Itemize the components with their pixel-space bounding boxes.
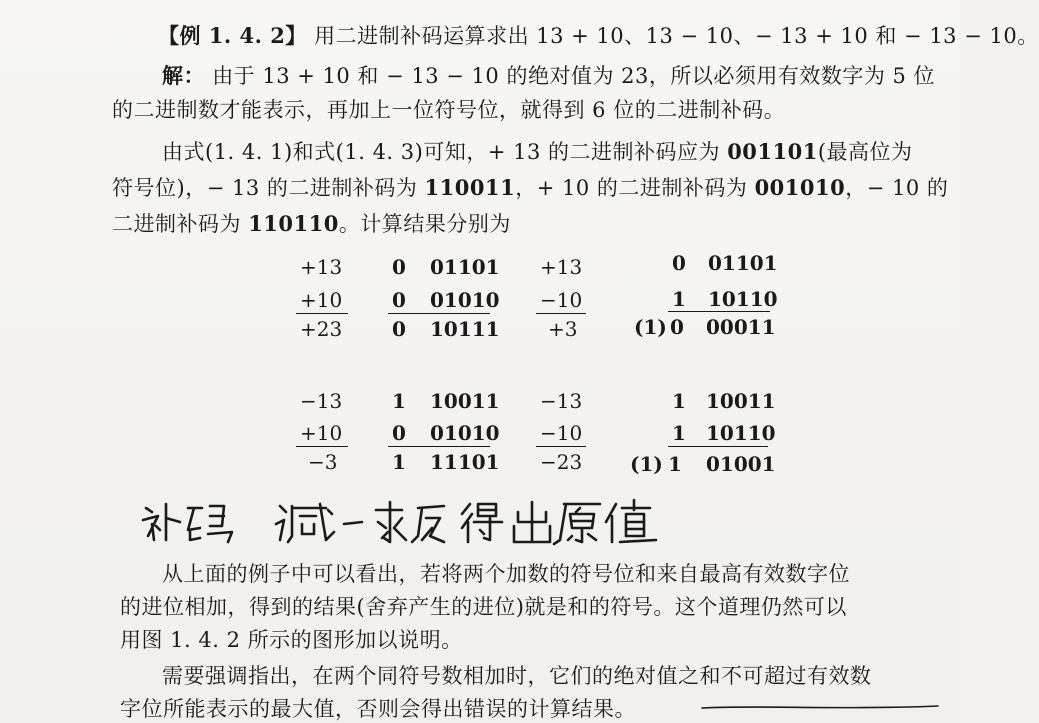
example-label: 【例 1. 4. 2】 [158, 23, 307, 48]
calc-2-sign: 0 [670, 315, 684, 339]
para1-line-3 [112, 210, 511, 238]
para1-text: ，+ 10 的二进制补码为 [515, 176, 755, 200]
calc-2-decimal: +13 [540, 255, 583, 279]
para2-text: 从上面的例子中可以看出，若将两个加数的符号位和来自最高有效数字位 [162, 562, 850, 586]
calc-2-carry: (1) [634, 315, 667, 339]
solution-text-1: 由于 13 + 10 和 − 13 − 10 的绝对值为 23，所以必须用有效数字为 5 位 [212, 64, 936, 88]
sum-rule [536, 446, 586, 447]
code-neg13: 110011 [424, 175, 516, 200]
calc-3-bits: 01010 [430, 421, 500, 445]
calc-1-decimal: +23 [300, 317, 343, 341]
calc-2-sign: 0 [672, 251, 686, 275]
calc-1-bits: 10111 [430, 317, 500, 341]
calc-2-bits: 10110 [708, 287, 778, 311]
code-neg10: 110110 [248, 211, 339, 236]
para1-text: 符号位)，− 13 的二进制补码为 [112, 176, 425, 200]
calc-3-sign: 0 [392, 421, 406, 445]
calc-1-sign: 0 [392, 255, 406, 279]
para1-line-1 [162, 138, 913, 166]
handwritten-note [140, 496, 660, 546]
para2-text: 的进位相加，得到的结果(舍弃产生的进位)就是和的符号。这个道理仍然可以 [120, 595, 847, 619]
sum-rule [296, 313, 348, 314]
sum-rule [296, 446, 348, 447]
calc-1-sign: 0 [392, 317, 406, 341]
calc-3-bits: 10011 [430, 389, 500, 413]
calc-4-bits: 01001 [706, 452, 776, 476]
solution-label: 解： [162, 63, 205, 88]
calc-4-sign: 1 [672, 389, 686, 413]
calc-4-sign: 1 [672, 421, 686, 445]
calc-2-decimal: +3 [548, 317, 578, 341]
para3-text: 字位所能表示的最大值，否则会得出错误的计算结果。 [120, 697, 636, 721]
calc-4-bits: 10110 [706, 421, 776, 445]
calc-2-bits: 01101 [708, 251, 778, 275]
example-line [158, 22, 1039, 50]
solution-line-1 [162, 62, 935, 90]
para2-line-3 [120, 626, 463, 654]
calc-1-bits: 01101 [430, 255, 500, 279]
sum-rule [536, 313, 586, 314]
para2-line-1 [162, 560, 850, 588]
calc-4-carry: (1) [630, 452, 663, 476]
calc-3-sign: 1 [392, 389, 406, 413]
calc-1-decimal: +10 [300, 288, 343, 312]
calc-1-sign: 0 [392, 288, 406, 312]
calc-3-bits: 11101 [430, 450, 500, 474]
sum-rule [388, 313, 490, 314]
calc-2-sign: 1 [672, 287, 686, 311]
sum-rule [668, 446, 768, 447]
para1-line-2 [112, 174, 948, 202]
calc-3-decimal: +10 [300, 421, 343, 445]
code-pos13: 001101 [727, 139, 818, 164]
para3-text: 需要强调指出，在两个同符号数相加时，它们的绝对值之和不可超过有效数 [162, 664, 872, 688]
calc-3-decimal: −3 [308, 450, 338, 474]
calc-4-decimal: −10 [540, 421, 583, 445]
pen-underline [700, 703, 940, 713]
para3-line-2 [120, 695, 636, 723]
para2-line-2 [120, 593, 847, 621]
example-text: 用二进制补码运算求出 13 + 10、13 − 10、− 13 + 10 和 − 13 − 10。 [314, 24, 1039, 48]
para1-text: 。计算结果分别为 [338, 212, 511, 236]
calc-4-bits: 10011 [706, 389, 776, 413]
solution-text-2: 的二进制数才能表示，再加上一位符号位，就得到 6 位的二进制补码。 [112, 98, 786, 122]
calc-1-decimal: +13 [300, 255, 343, 279]
calc-3-decimal: −13 [300, 389, 343, 413]
calc-4-sign: 1 [668, 452, 682, 476]
para1-text: 二进制补码为 [112, 212, 249, 236]
para1-text: ，− 10 的 [845, 176, 949, 200]
para1-text: (最高位为 [817, 140, 913, 164]
sum-rule [668, 311, 770, 312]
calc-3-sign: 1 [392, 450, 406, 474]
code-pos10: 001010 [754, 175, 846, 200]
sum-rule [388, 446, 490, 447]
calc-2-decimal: −10 [540, 288, 583, 312]
para3-line-1 [162, 662, 872, 690]
calc-4-decimal: −23 [540, 450, 583, 474]
para2-text: 用图 1. 4. 2 所示的图形加以说明。 [120, 628, 463, 652]
calc-1-bits: 01010 [430, 288, 500, 312]
calc-2-bits: 00011 [706, 315, 776, 339]
solution-line-2 [112, 96, 785, 124]
para1-text: 由式(1. 4. 1)和式(1. 4. 3)可知，+ 13 的二进制补码应为 [162, 140, 728, 164]
calc-4-decimal: −13 [540, 389, 583, 413]
